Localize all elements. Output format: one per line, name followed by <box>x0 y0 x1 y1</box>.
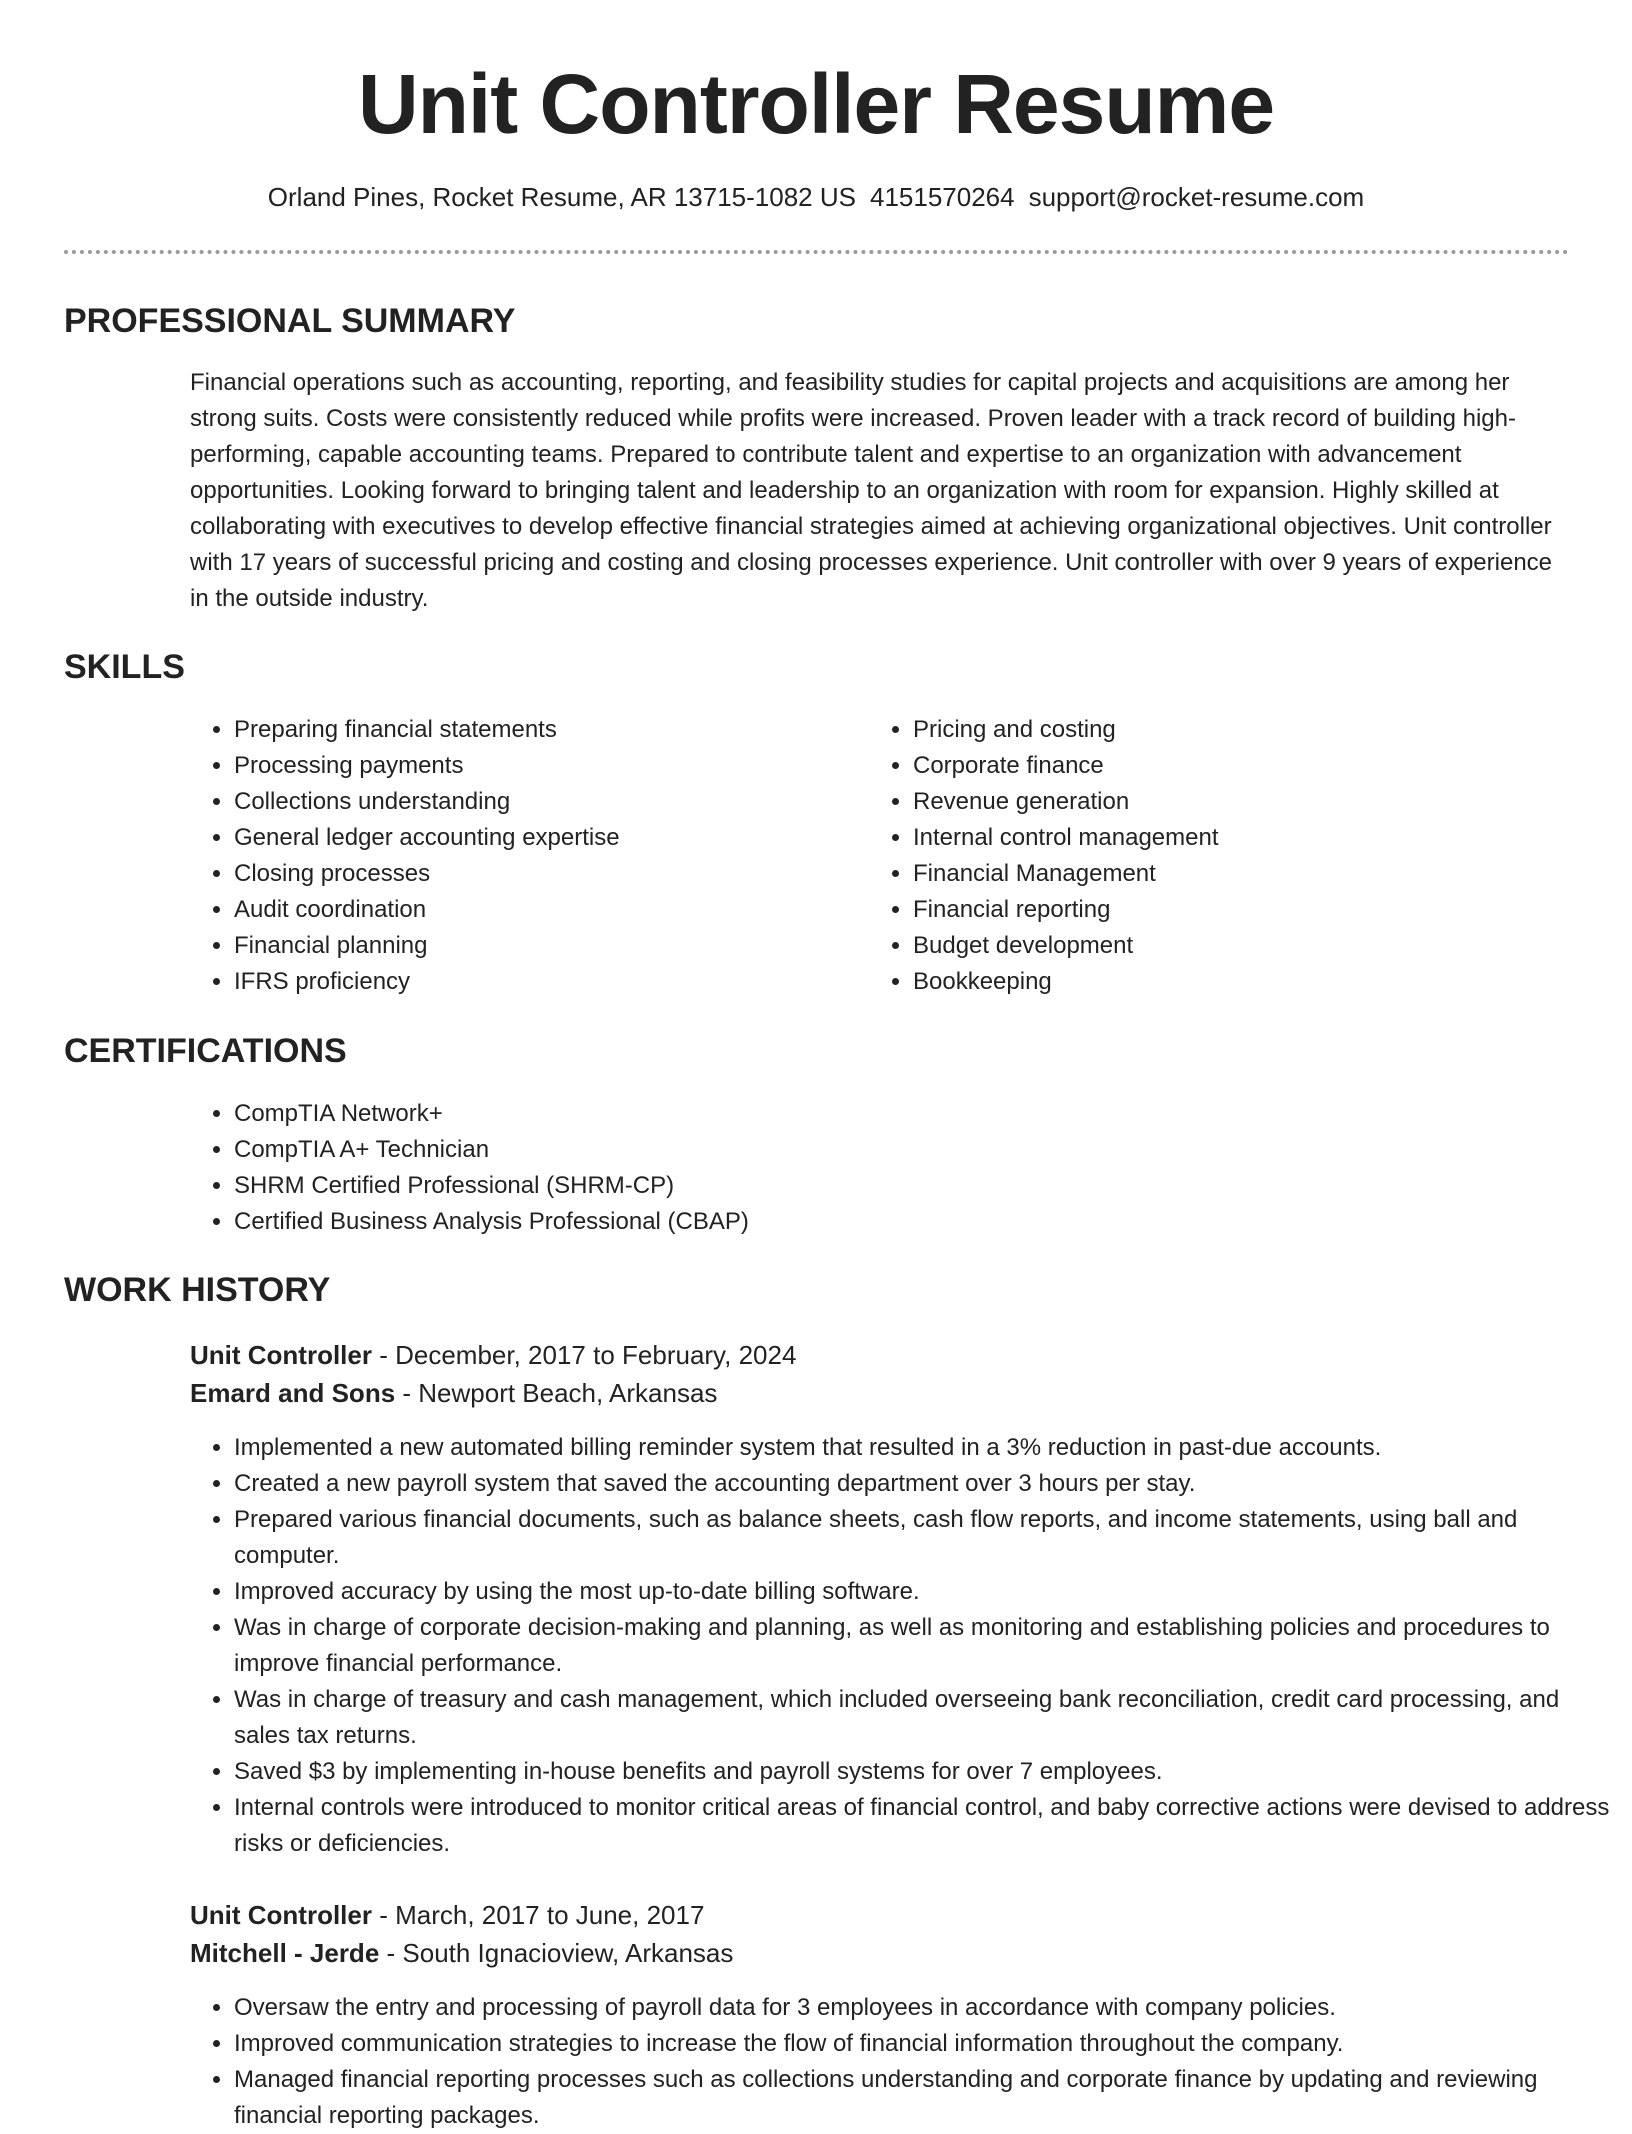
job-company: Mitchell - Jerde <box>190 1938 380 1968</box>
list-item: • Was in charge of corporate decision-making and planning, as well as monitoring and establishing policies and procedures to improve financial performance. <box>234 1610 1614 1682</box>
job-bullets <box>190 1990 1614 2134</box>
work-history-heading: WORK HISTORY <box>64 1271 331 1309</box>
job-title: Unit Controller <box>190 1340 372 1370</box>
list-item: • CompTIA A+ Technician <box>234 1132 1614 1168</box>
list-item: • Improved accuracy by using the most up-to-date billing software. <box>234 1574 1614 1610</box>
list-item: • IFRS proficiency <box>234 964 854 1000</box>
certifications-list <box>190 1096 1614 1240</box>
list-item: • Managed financial reporting processes such as collections understanding and corporate finance by updating and reviewing financial reporting packages. <box>234 2062 1614 2134</box>
skills-list-left <box>190 712 854 1000</box>
job-company: Emard and Sons <box>190 1378 396 1408</box>
list-item: • Pricing and costing <box>913 712 1533 748</box>
job-dates: - March, 2017 to June, 2017 <box>372 1900 705 1930</box>
summary-heading: PROFESSIONAL SUMMARY <box>64 302 516 340</box>
list-item: • Certified Business Analysis Professional (CBAP) <box>234 1204 1614 1240</box>
job-company-line <box>190 1374 1570 1412</box>
list-item: • Audit coordination <box>234 892 854 928</box>
list-item: • Oversaw the entry and processing of payroll data for 3 employees in accordance with company policies. <box>234 1990 1614 2026</box>
list-item: • Processing payments <box>234 748 854 784</box>
list-item: • Revenue generation <box>913 784 1533 820</box>
list-item: • Financial planning <box>234 928 854 964</box>
list-item: • Corporate finance <box>913 748 1533 784</box>
list-item: • Financial Management <box>913 856 1533 892</box>
list-item: • Internal controls were introduced to monitor critical areas of financial control, and baby corrective actions were devised to address risks or deficiencies. <box>234 1790 1614 1862</box>
list-item: • SHRM Certified Professional (SHRM-CP) <box>234 1168 1614 1204</box>
contact-address: Orland Pines, Rocket Resume, AR 13715-1082 US <box>267 182 856 212</box>
certifications-heading: CERTIFICATIONS <box>64 1032 347 1070</box>
job-title: Unit Controller <box>190 1900 372 1930</box>
list-item: • Preparing financial statements <box>234 712 854 748</box>
skills-heading: SKILLS <box>64 648 185 686</box>
job-company-line <box>190 1934 1570 1972</box>
resume-title: Unit Controller Resume <box>357 57 1275 151</box>
list-item: • Budget development <box>913 928 1533 964</box>
list-item: • Bookkeeping <box>913 964 1533 1000</box>
list-item: • Implemented a new automated billing reminder system that resulted in a 3% reduction in past-due accounts. <box>234 1430 1614 1466</box>
list-item: • Saved $3 by implementing in-house benefits and payroll systems for over 7 employees. <box>234 1754 1614 1790</box>
contact-line <box>0 180 1632 214</box>
list-item: • Prepared various financial documents, such as balance sheets, cash flow reports, and income statements, using ball and computer. <box>234 1502 1614 1574</box>
summary-text: Financial operations such as accounting, reporting, and feasibility studies for capital projects and acquisitions are among her strong suits. Costs were consistently reduced while profits were increased. Proven leader with a track record of building high-performing, capable accounting teams. Prepared to contribute talent and expertise to an organization with advancement opportunities. Looking forward to bringing talent and leadership to an organization with room for expansion. Highly skilled at collaborating with executives to develop effective financial strategies aimed at achieving organizational objectives. Unit controller with 17 years of successful pricing and costing and closing processes experience. Unit controller with over 9 years of experience in the outside industry. <box>190 369 1553 612</box>
job-title-line <box>190 1896 1570 1934</box>
job-bullets <box>190 1430 1614 1862</box>
list-item: • Was in charge of treasury and cash management, which included overseeing bank reconciliation, credit card processing, and sales tax returns. <box>234 1682 1614 1754</box>
job-title-line <box>190 1336 1570 1374</box>
list-item: • CompTIA Network+ <box>234 1096 1614 1132</box>
job-location: - South Ignacioview, Arkansas <box>379 1938 734 1968</box>
list-item: • Improved communication strategies to increase the flow of financial information throughout the company. <box>234 2026 1614 2062</box>
list-item: • Financial reporting <box>913 892 1533 928</box>
header-divider <box>64 250 1569 254</box>
contact-phone: 4151570264 <box>869 182 1015 212</box>
list-item: • General ledger accounting expertise <box>234 820 854 856</box>
list-item: • Internal control management <box>913 820 1533 856</box>
list-item: • Closing processes <box>234 856 854 892</box>
contact-email: support@rocket-resume.com <box>1028 182 1365 212</box>
job-dates: - December, 2017 to February, 2024 <box>372 1340 797 1370</box>
list-item: • Collections understanding <box>234 784 854 820</box>
list-item: • Created a new payroll system that saved the accounting department over 3 hours per stay. <box>234 1466 1614 1502</box>
skills-list-right <box>869 712 1533 1000</box>
job-location: - Newport Beach, Arkansas <box>395 1378 718 1408</box>
